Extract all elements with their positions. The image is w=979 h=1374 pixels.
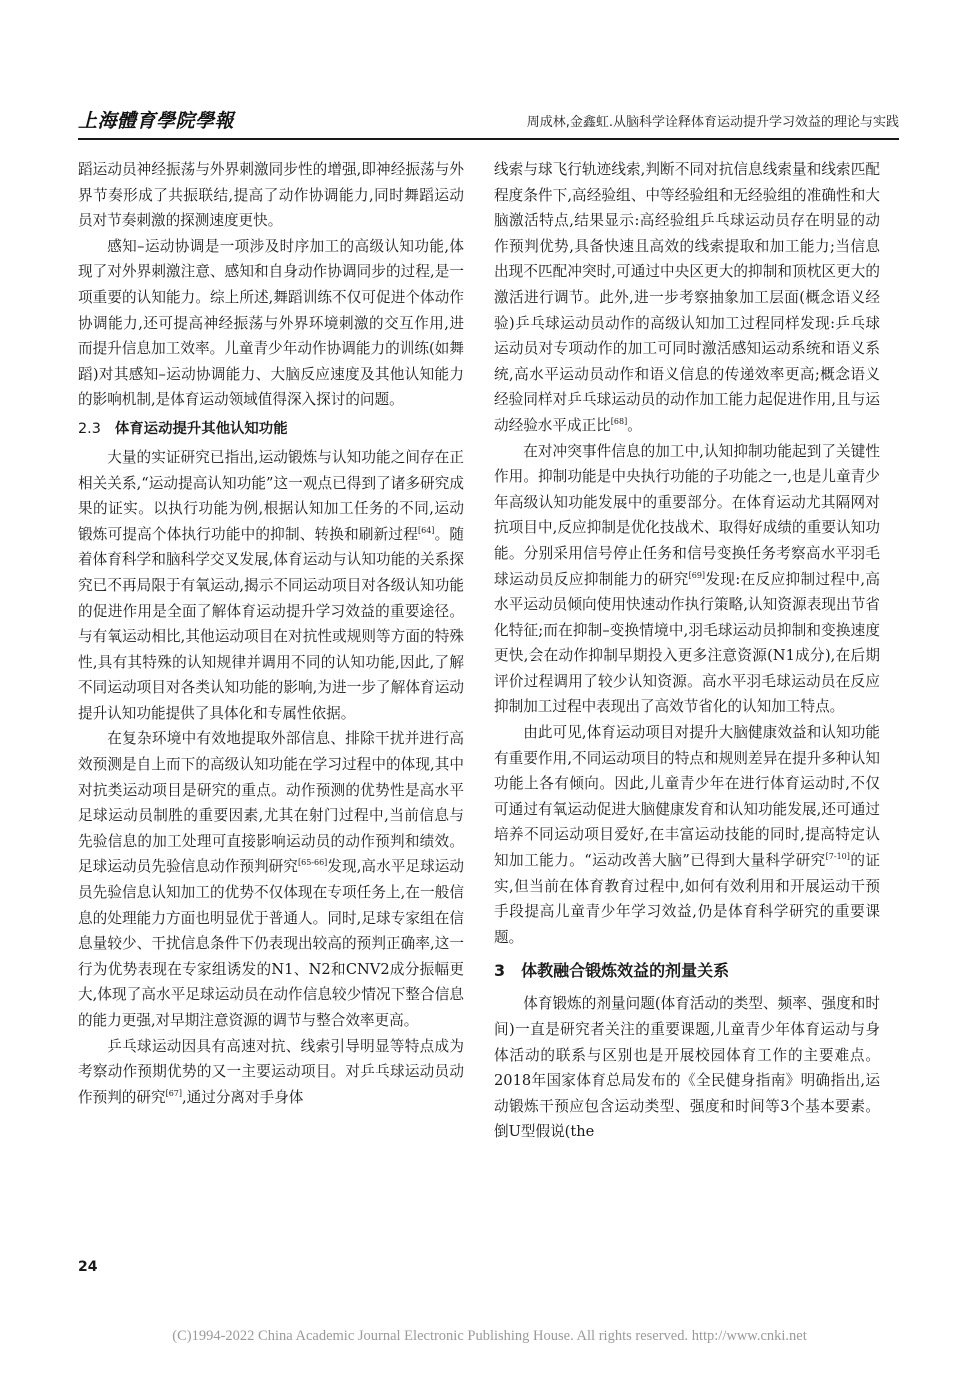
running-title: 周成林,金鑫虹.从脑科学诠释体育运动提升学习效益的理论与实践 [526,115,899,130]
right-paragraph-3 [494,720,880,950]
left-paragraph-4 [78,726,464,1033]
text-run: 。随着体育科学和脑科学交叉发展,体育运动与认知功能的关系探究已不再局限于有氧运动,揭示不同运动项目对各级认知功能的促进作用是全面了解体育运动提升学习效益的重要途径。与有氧运动相比,其他运动项目在对抗性或规则等方面的特殊性,具有其特殊的认知规律并调用不同的认知功能,因此,了解不同运动项目对各类认知功能的影响,为进一步了解体育运动提升认知功能提供了具体化和专属性依据。 [78,525,464,722]
text-run: 乒乓球运动因具有高速对抗、线索引导明显等特点成为考察动作预期优势的又一主要运动项目。对乒乓球运动员动作预判的研究 [78,1037,464,1106]
text-run: 大量的实证研究已指出,运动锻炼与认知功能之间存在正相关关系,“运动提高认知功能”这一观点已得到了诸多研究成果的证实。以执行功能为例,根据认知加工任务的不同,运动锻炼可提高个体执行功能中的抑制、转换和刷新过程 [78,448,464,543]
right-paragraph-2 [494,439,880,721]
text-run: 。 [627,416,642,434]
page-number: 24 [78,1259,98,1275]
text-run: 发现:在反应抑制过程中,高水平运动员倾向使用快速动作执行策略,认知资源表现出节省化特征;而在抑制–变换情境中,羽毛球运动员抑制和变换速度更快,会在动作抑制早期投入更多注意资源(N1成分),在后期评价过程调用了较少认知资源。高水平羽毛球运动员在反应抑制加工过程中表现出了高效节省化的认知加工特点。 [494,570,880,716]
section-2-3-number: 2.3 [78,420,101,437]
copyright-notice: (C)1994-2022 China Academic Journal Electronic Publishing House. All rights reserved. http://www.cnki.net [172,1328,807,1344]
left-paragraph-3 [78,445,464,727]
right-paragraph-1 [494,157,880,439]
section-3-title: 体教融合锻炼效益的剂量关系 [521,961,730,981]
text-run: 由此可见,体育运动项目对提升大脑健康效益和认知功能有重要作用,不同运动项目的特点和规则差异在提升多种认知功能上各有倾向。因此,儿童青少年在进行体育运动时,不仅可通过有氧运动促进大脑健康发育和认知功能发展,还可通过培养不同运动项目爱好,在丰富运动技能的同时,提高特定认知加工能力。“运动改善大脑”已得到大量科学研究 [494,724,880,870]
text-run: 的证实,但当前在体育教育过程中,如何有效利用和开展运动干预手段提高儿童青少年学习效益,仍是体育科学研究的重要课题。 [494,852,880,946]
journal-title: 上海體育學院學報 [78,110,235,132]
left-paragraph-1: 蹈运动员神经振荡与外界刺激同步性的增强,即神经振荡与外界节奏形成了共振联结,提高了动作协调能力,同时舞蹈运动员对节奏刺激的探测速度更快。 [78,161,464,230]
text-run: 在对冲突事件信息的加工中,认知抑制功能起到了关键性作用。抑制功能是中央执行功能的子功能之一,也是儿童青少年高级认知功能发展中的重要部分。在体育运动尤其隔网对抗项目中,反应抑制是优化技战术、取得好成绩的重要认知功能。分别采用信号停止任务和信号变换任务考察高水平羽毛球运动员反应抑制能力的研究 [494,442,880,588]
section-3-heading [494,956,880,986]
citation: [65-66] [297,858,328,868]
citation: [67] [165,1088,182,1098]
section-2-3-title: 体育运动提升其他认知功能 [114,420,288,437]
citation: [68] [610,416,628,426]
page-header [78,108,899,140]
left-paragraph-5 [78,1034,464,1111]
section-3-number: 3 [494,961,506,981]
left-column [78,157,464,1110]
text-run: 在复杂环境中有效地提取外部信息、排除干扰并进行高效预测是自上而下的高级认知功能在学习过程中的体现,其中对抗类运动项目是研究的重点。动作预测的优势性是高水平足球运动员制胜的重要因素,尤其在射门过程中,当前信息与先验信息的加工处理可直接影响运动员的动作预判和绩效。足球运动员先验信息动作预判研究 [78,730,464,876]
right-paragraph-4: 体育锻炼的剂量问题(体育活动的类型、频率、强度和时间)一直是研究者关注的重要课题,儿童青少年体育运动与身体活动的联系与区别也是开展校园体育工作的主要难点。2018年国家体育总局发布的《全民健身指南》明确指出,运动锻炼干预应包含运动类型、强度和时间等3个基本要素。倒U型假说(the [494,995,880,1141]
section-2-3-heading [78,416,464,442]
text-run: ,通过分离对手身体 [182,1088,304,1106]
text-run: 发现,高水平足球运动员先验信息认知加工的优势不仅体现在专项任务上,在一般信息的处理能力方面也明显优于普通人。同时,足球专家组在信息量较少、干扰信息条件下仍表现出较高的预判正确率,这一行为优势表现在专家组诱发的N1、N2和CNV2成分振幅更大,体现了高水平足球运动员在动作信息较少情况下整合信息的能力更强,对早期注意资源的调节与整合效率更高。 [78,858,464,1029]
citation: [64] [418,525,435,535]
citation: [69] [688,570,706,580]
citation: [7-10] [825,852,850,862]
text-run: 线索与球飞行轨迹线索,判断不同对抗信息线索量和线索匹配程度条件下,高经验组、中等经验组和无经验组的准确性和大脑激活特点,结果显示:高经验组乒乓球运动员存在明显的动作预判优势,具备快速且高效的线索提取和加工能力;当信息出现不匹配冲突时,可通过中央区更大的抑制和顶枕区更大的激活进行调节。此外,进一步考察抽象加工层面(概念语义经验)乒乓球运动员动作的高级认知加工过程同样发现:乒乓球运动员对专项动作的加工可同时激活感知运动系统和语义系统,高水平运动员动作和语义信息的传递效率更高;概念语义经验同样对乒乓球运动员的动作加工能力起促进作用,且与运动经验水平成正比 [494,161,880,434]
left-paragraph-2: 感知–运动协调是一项涉及时序加工的高级认知功能,体现了对外界刺激注意、感知和自身动作协调同步的过程,是一项重要的认知能力。综上所述,舞蹈训练不仅可促进个体动作协调能力,还可提高神经振荡与外界环境刺激的交互作用,进而提升信息加工效率。儿童青少年动作协调能力的训练(如舞蹈)对其感知–运动协调能力、大脑反应速度及其他认知能力的影响机制,是体育运动领域值得深入探讨的问题。 [78,237,464,409]
right-column [494,157,880,1145]
